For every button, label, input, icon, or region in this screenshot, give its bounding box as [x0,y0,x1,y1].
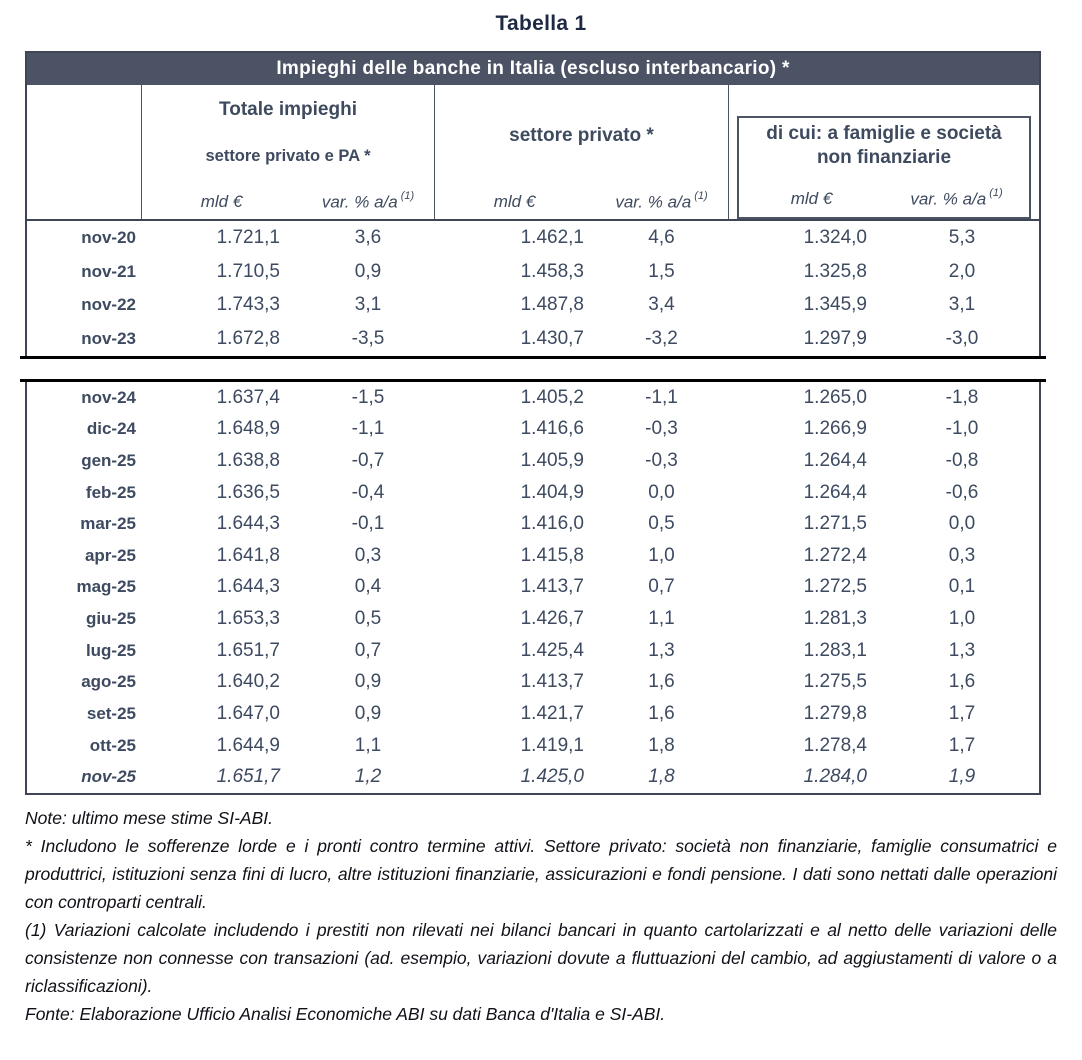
column-units-row [142,185,434,219]
footnote-ref: (1) [694,189,708,202]
cell-privato-var: 0,0 [648,481,675,503]
cell-totale-mld: 1.641,8 [216,544,280,566]
cell-totale-var: 0,9 [354,702,382,724]
row-label: giu-25 [85,609,136,629]
column-units-row [739,181,1029,217]
cell-totale-mld: 1.636,5 [216,481,280,503]
group-title-famiglie-line2: non finanziarie [816,146,952,168]
cell-totale-var: 1,1 [354,734,382,756]
cell-famiglie-mld: 1.345,9 [803,294,867,316]
cell-totale-var: 0,7 [354,639,382,661]
header-group-totale-impieghi [142,85,435,219]
cell-privato-mld: 1.416,0 [520,513,584,535]
row-label: nov-24 [81,387,136,407]
cell-totale-mld: 1.672,8 [216,328,280,350]
row-label: feb-25 [85,482,136,502]
cell-totale-var: 0,9 [354,260,382,282]
group-title-privato: settore privato * [509,125,654,146]
cell-privato-var: 3,4 [648,294,675,316]
table-row [27,635,1039,667]
unit-var-label [594,189,729,213]
cell-totale-var: 0,3 [354,544,382,566]
table-row [27,572,1039,604]
row-label: nov-20 [81,227,136,247]
row-label: gen-25 [81,451,136,471]
group-title-famiglie-line1: di cui: a famiglie e società [766,123,1002,144]
unit-var-text: var. % a/a [321,192,398,212]
row-label: ago-25 [81,672,136,692]
cell-privato-mld: 1.416,6 [520,418,584,440]
cell-privato-mld: 1.462,1 [520,226,584,248]
cell-privato-mld: 1.405,2 [520,386,584,408]
cell-totale-mld: 1.721,1 [216,226,280,248]
cell-totale-var: 0,9 [354,671,382,693]
row-label: mag-25 [76,577,136,597]
cell-privato-var: 1,6 [648,702,675,724]
cell-privato-mld: 1.487,8 [520,294,584,316]
cell-famiglie-mld: 1.264,4 [803,450,867,472]
cell-famiglie-mld: 1.264,4 [803,481,867,503]
unit-mld-label: mld € [200,192,243,211]
cell-famiglie-var: 0,3 [948,544,976,566]
cell-totale-var: -1,5 [351,386,385,408]
cell-privato-mld: 1.419,1 [520,734,584,756]
group-title-totale: Totale impieghi [219,99,357,120]
unit-var-label [301,189,435,213]
cell-privato-var: -0,3 [645,418,678,440]
cell-privato-mld: 1.405,9 [520,450,584,472]
cell-famiglie-mld: 1.265,0 [803,386,867,408]
cell-famiglie-var: -1,0 [945,418,979,440]
cell-totale-mld: 1.651,7 [216,766,280,788]
cell-privato-mld: 1.413,7 [520,576,584,598]
header-group-famiglie-societa [729,85,1039,219]
cell-famiglie-mld: 1.271,5 [803,513,867,535]
cell-privato-mld: 1.421,7 [520,702,584,724]
cell-privato-var: 1,8 [648,766,675,788]
cell-privato-var: 1,0 [648,544,675,566]
cell-privato-var: 0,5 [648,513,675,535]
cell-privato-var: 1,1 [648,608,675,630]
cell-famiglie-var: -1,8 [945,386,979,408]
cell-famiglie-var: 3,1 [948,294,976,316]
row-label: nov-25 [81,767,136,787]
cell-famiglie-mld: 1.325,8 [803,260,867,282]
row-label: dic-24 [86,419,136,439]
cell-privato-mld: 1.430,7 [520,328,584,350]
cell-totale-mld: 1.710,5 [216,260,280,282]
group-title-famiglie [739,122,1029,170]
cell-privato-var: 4,6 [648,226,675,248]
table-row [27,477,1039,509]
cell-totale-mld: 1.644,3 [216,513,280,535]
cell-famiglie-mld: 1.297,9 [803,328,867,350]
row-label: apr-25 [84,545,136,565]
footnotes [25,804,1057,1028]
cell-privato-var: 1,6 [648,671,675,693]
double-line-separator [20,356,1046,382]
unit-var-text: var. % a/a [615,192,692,212]
table-row [27,698,1039,730]
cell-famiglie-var: -0,8 [945,450,979,472]
cell-privato-var: 1,8 [648,734,675,756]
unit-var-text: var. % a/a [910,189,987,209]
cell-famiglie-var: 0,0 [948,513,976,535]
cell-famiglie-mld: 1.279,8 [803,702,867,724]
cell-totale-mld: 1.653,3 [216,608,280,630]
cell-totale-mld: 1.640,2 [216,671,280,693]
row-label: set-25 [86,703,136,723]
cell-privato-mld: 1.458,3 [520,260,584,282]
cell-famiglie-mld: 1.275,5 [803,671,867,693]
table-row [27,761,1039,793]
cell-totale-var: 0,5 [354,608,382,630]
cell-totale-var: -3,5 [351,328,385,350]
row-label: mar-25 [80,514,136,534]
cell-totale-mld: 1.644,3 [216,576,280,598]
header-group-settore-privato [435,85,729,219]
footnote-ref: (1) [989,186,1003,199]
table-row [27,445,1039,477]
cell-privato-mld: 1.413,7 [520,671,584,693]
cell-totale-mld: 1.743,3 [216,294,280,316]
cell-famiglie-mld: 1.324,0 [803,226,867,248]
table-row [27,508,1039,540]
row-label: nov-22 [81,295,136,315]
footnote-ref: (1) [400,189,415,202]
cell-famiglie-var: 1,3 [948,639,976,661]
row-label: lug-25 [85,640,136,660]
table-row [27,414,1039,446]
table-row [27,322,1039,356]
cell-totale-mld: 1.637,4 [216,386,280,408]
note-fonte: Fonte: Elaborazione Ufficio Analisi Economiche ABI su dati Banca d'Italia e SI-ABI. [25,1003,666,1024]
cell-totale-mld: 1.647,0 [216,702,280,724]
cell-famiglie-var: 1,9 [948,766,976,788]
unit-var-label [884,186,1029,210]
cell-privato-mld: 1.425,0 [520,766,584,788]
cell-famiglie-mld: 1.284,0 [803,766,867,788]
cell-privato-var: -0,3 [645,450,678,472]
cell-privato-var: 0,7 [648,576,675,598]
cell-famiglie-var: 1,6 [948,671,976,693]
cell-totale-var: 3,6 [354,226,382,248]
cell-famiglie-var: 5,3 [948,226,976,248]
group-subtitle-totale: settore privato e PA * [205,147,371,165]
table-row [27,289,1039,323]
cell-famiglie-var: 1,7 [948,702,976,724]
cell-famiglie-var: -3,0 [945,328,979,350]
table-row [27,255,1039,289]
cell-privato-var: -3,2 [645,328,678,350]
table-body-monthly [27,382,1039,793]
cell-totale-var: -0,1 [351,513,385,535]
cell-famiglie-var: 0,1 [948,576,976,598]
table-row [27,221,1039,255]
cell-famiglie-mld: 1.278,4 [803,734,867,756]
cell-privato-mld: 1.426,7 [520,608,584,630]
column-units-row [435,185,728,219]
cell-totale-mld: 1.651,7 [216,639,280,661]
page-title: Tabella 1 [495,12,587,35]
cell-totale-mld: 1.644,9 [216,734,280,756]
cell-privato-mld: 1.425,4 [520,639,584,661]
cell-famiglie-mld: 1.281,3 [803,608,867,630]
cell-famiglie-mld: 1.266,9 [803,418,867,440]
cell-totale-var: 3,1 [354,294,382,316]
table-row [27,540,1039,572]
cell-totale-var: 0,4 [354,576,382,598]
note-stime: Note: ultimo mese stime SI-ABI. [25,807,273,828]
table-row [27,603,1039,635]
cell-famiglie-var: -0,6 [945,481,979,503]
cell-privato-mld: 1.404,9 [520,481,584,503]
impieghi-table [25,51,1041,795]
cell-privato-var: 1,3 [648,639,675,661]
cell-famiglie-var: 1,0 [948,608,976,630]
table-body-annual [27,221,1039,356]
cell-famiglie-var: 1,7 [948,734,976,756]
table-row [27,382,1039,414]
cell-famiglie-mld: 1.272,4 [803,544,867,566]
cell-famiglie-var: 2,0 [948,260,976,282]
cell-famiglie-mld: 1.283,1 [803,639,867,661]
row-label: nov-21 [81,261,136,281]
cell-totale-var: -0,7 [351,450,385,472]
cell-totale-var: 1,2 [354,766,382,788]
header-rowlabel-spacer [27,85,142,219]
table-row [27,730,1039,762]
note-asterisk: * Includono le sofferenze lorde e i pronti contro termine attivi. Settore privato: società non finanziarie, famiglie consumatrici e produttrici, istituzioni senza fini di lucro, altre istituzioni finanziarie, assicurazioni e fondi pensione. I dati sono nettati dalle operazioni con controparti centrali. [25,835,1057,912]
row-label: ott-25 [89,735,136,755]
cell-totale-var: -0,4 [351,481,385,503]
cell-privato-mld: 1.415,8 [520,544,584,566]
table-row [27,666,1039,698]
cell-privato-var: -1,1 [645,386,678,408]
cell-totale-var: -1,1 [351,418,385,440]
cell-privato-var: 1,5 [648,260,675,282]
table-title-band: Impieghi delle banche in Italia (escluso interbancario) * [27,53,1039,85]
cell-famiglie-mld: 1.272,5 [803,576,867,598]
unit-mld-label: mld € [790,189,833,208]
cell-totale-mld: 1.648,9 [216,418,280,440]
unit-mld-label: mld € [493,192,536,211]
cell-totale-mld: 1.638,8 [216,450,280,472]
row-label: nov-23 [81,329,136,349]
note-1: (1) Variazioni calcolate includendo i prestiti non rilevati nei bilanci bancari in quanto cartolarizzati e al netto delle variazioni delle consistenze non connesse con transazioni (ad. esempio, variazioni dovute a fluttuazioni del cambio, ad aggiustamenti di valore o a riclassificazioni). [25,919,1057,996]
table-header [27,85,1039,221]
dicui-box [737,116,1031,219]
